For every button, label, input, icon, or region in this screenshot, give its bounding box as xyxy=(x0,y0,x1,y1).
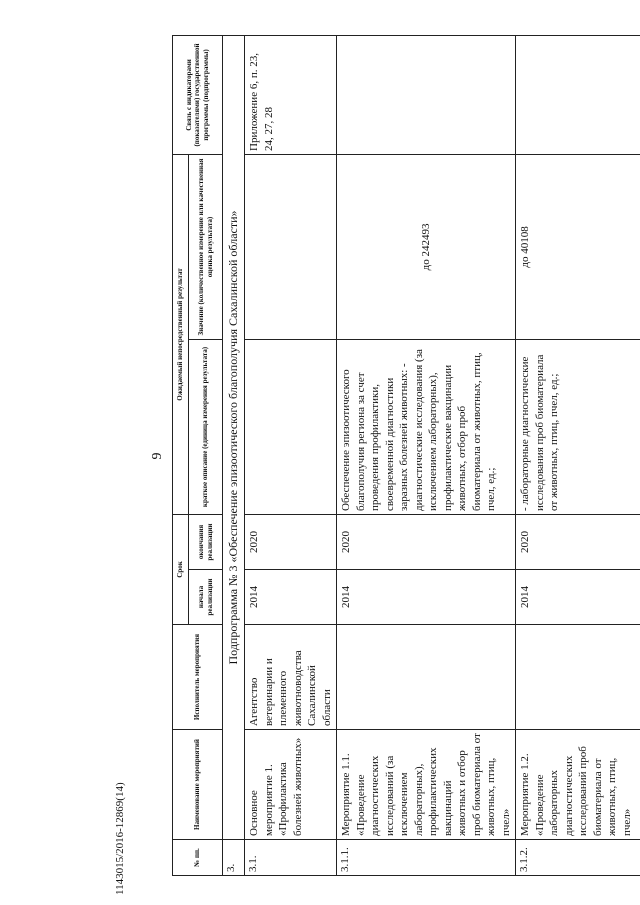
row-value: до 242493 xyxy=(337,154,516,339)
row-num: 3.1.2. xyxy=(516,840,640,876)
row-end: 2020 xyxy=(337,514,516,569)
page-number: 9 xyxy=(150,452,165,460)
row-brief: Обеспечение эпизоотического благополучия региона за счет проведения профилактики, своевременной диагностики заразных болезней животных: - диагностические исследования (за исключением лабораторных), профилактические вакцинации животных, отбор проб биоматериала от животных, птиц, пчел, ед.; xyxy=(337,339,516,514)
table-row xyxy=(337,35,516,875)
row-name: Основное мероприятие 1. «Профилактика болезней животных» xyxy=(245,730,337,840)
header-num: № пп. xyxy=(173,840,223,876)
row-brief: - лабораторные диагностические исследования проб биоматериала от животных, птиц, пчел, ед.; xyxy=(516,339,640,514)
row-start: 2014 xyxy=(245,570,337,625)
row-indicator-link: Приложение 6, п. 23, 24, 27, 28 xyxy=(245,35,337,154)
header-name: Наименование мероприятий xyxy=(173,730,223,840)
row-executor xyxy=(337,625,516,730)
row-name: Мероприятие 1.1. «Проведение диагностических исследований (за исключением лабораторных), профилактических вакцинаций животных и отбор проб биоматериала от животных, птиц, пчел» xyxy=(337,730,516,840)
header-row-1 xyxy=(173,35,189,875)
row-start: 2014 xyxy=(337,570,516,625)
header-indicator-link: Связь с индикаторами (показателями) государственной программы (подпрограммы) xyxy=(173,35,223,154)
subprogram-title: Подпрограмма № 3 «Обеспечение эпизоотического благополучия Сахалинской области» xyxy=(223,35,245,839)
document-code: 1143015/2016-12869(14) xyxy=(114,782,126,895)
header-value: Значение (количественное измерение или качественная оценка результата) xyxy=(189,154,223,339)
row-end: 2020 xyxy=(516,514,640,569)
row-name: Мероприятие 1.2. «Проведение лабораторных диагностических исследований проб биоматериала от животных, птиц, пчел» xyxy=(516,730,640,840)
header-expected-result: Ожидаемый непосредственный результат xyxy=(173,154,189,514)
subprogram-num: 3. xyxy=(223,840,245,876)
table-row xyxy=(516,35,640,875)
header-term-start: начала реализации xyxy=(189,570,223,625)
row-num: 3.1.1. xyxy=(337,840,516,876)
row-num: 3.1. xyxy=(245,840,337,876)
header-term: Срок xyxy=(173,514,189,624)
table-row xyxy=(245,35,337,875)
rotated-page xyxy=(150,36,640,876)
row-executor xyxy=(516,625,640,730)
header-brief-description: краткое описание (единица измерения результата) xyxy=(189,339,223,514)
row-start: 2014 xyxy=(516,570,640,625)
row-indicator-link xyxy=(337,35,516,154)
header-term-end: окончания реализации xyxy=(189,514,223,569)
row-end: 2020 xyxy=(245,514,337,569)
header-executor: Исполнитель мероприятия xyxy=(173,625,223,730)
row-executor: Агентство ветеринарии и племенного животноводства Сахалинской области xyxy=(245,625,337,730)
subprogram-row xyxy=(223,35,245,875)
row-brief xyxy=(245,339,337,514)
row-indicator-link xyxy=(516,35,640,154)
program-activities-table xyxy=(172,35,640,876)
row-value: до 40108 xyxy=(516,154,640,339)
row-value xyxy=(245,154,337,339)
